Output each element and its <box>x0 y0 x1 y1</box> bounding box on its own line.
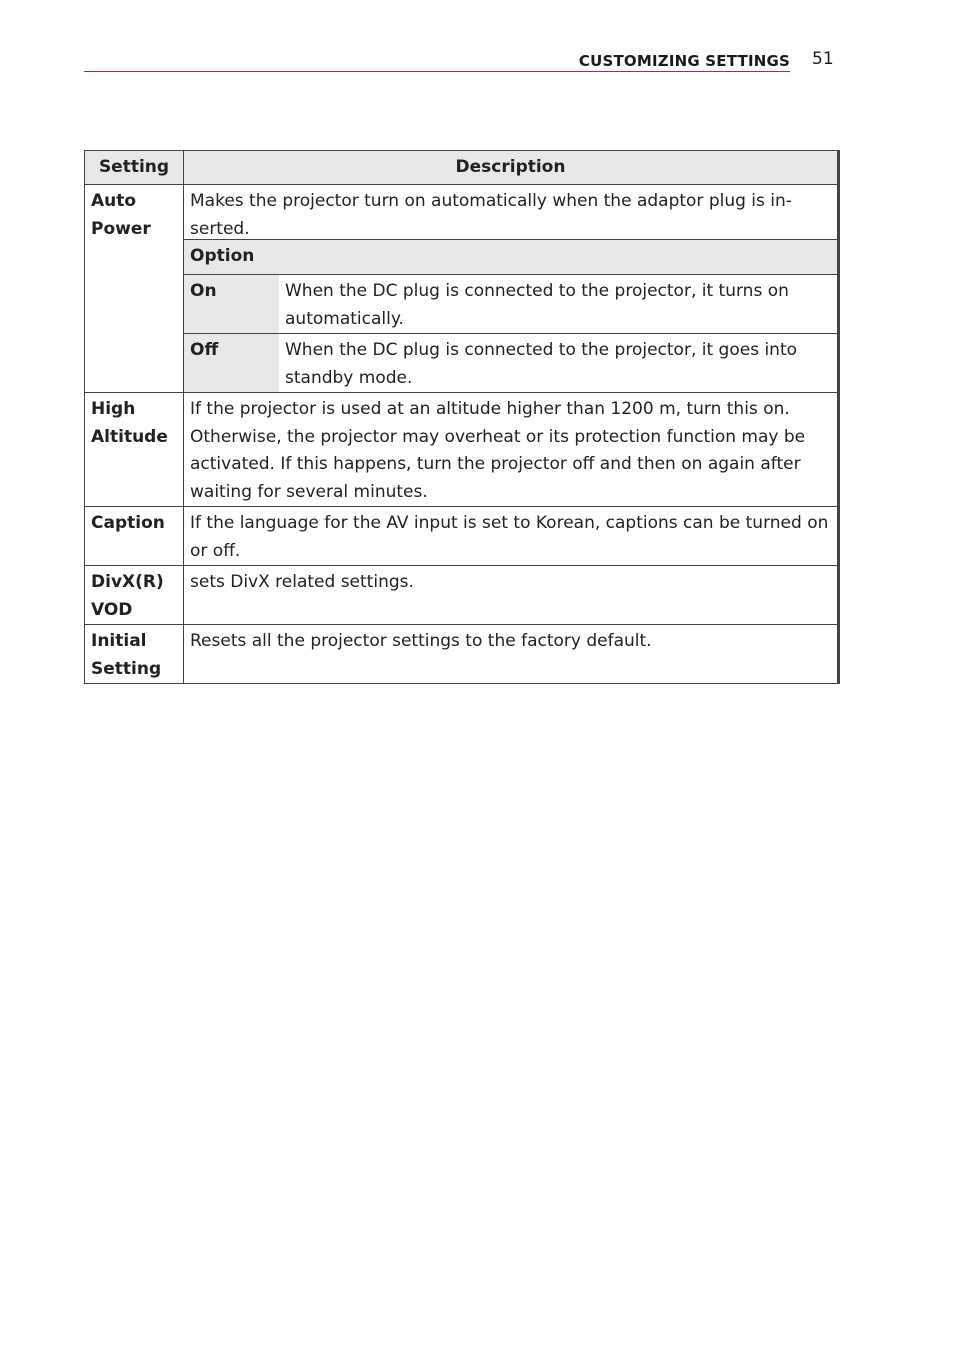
description-high-altitude: If the projector is used at an altitude higher than 1200 m, turn this on. Otherwise, the projector may overheat or its protection function may be activated. If this happens, turn the projector off and then on again after waiting for several minutes. <box>184 393 839 507</box>
option-row-off <box>184 334 837 393</box>
table-row-caption <box>85 507 839 566</box>
table-row-divx <box>85 566 839 625</box>
settings-table <box>84 150 838 684</box>
table-row-initial-setting <box>85 625 839 684</box>
options-table <box>184 239 837 392</box>
header-section-title: CUSTOMIZING SETTINGS <box>578 52 790 70</box>
setting-high-altitude <box>85 393 184 507</box>
table-header-row <box>85 151 839 185</box>
setting-label: Setting <box>91 658 162 679</box>
setting-label: High <box>91 399 136 419</box>
description-initial: Resets all the projector settings to the factory default. <box>184 625 839 684</box>
setting-label: DivX(R) <box>91 572 164 592</box>
description-divx: sets DivX related settings. <box>184 566 839 625</box>
option-name: On <box>184 275 279 334</box>
setting-label: Auto <box>91 191 137 211</box>
setting-label: Power <box>91 218 151 239</box>
description-caption: If the language for the AV input is set to Korean, captions can be turned on or off. <box>184 507 839 566</box>
description-text: Makes the projector turn on automatically when the adaptor plug is in-serted. <box>190 191 792 239</box>
description-auto-power <box>184 185 839 393</box>
page-number: 51 <box>812 49 834 69</box>
option-header: Option <box>184 240 837 275</box>
setting-auto-power <box>85 185 184 393</box>
setting-caption: Caption <box>85 507 184 566</box>
header-setting: Setting <box>85 151 184 185</box>
table-row-auto-power <box>85 185 839 393</box>
option-name: Off <box>184 334 279 393</box>
header-description: Description <box>184 151 839 185</box>
setting-divx <box>85 566 184 625</box>
option-text: When the DC plug is connected to the projector, it goes into standby mode. <box>279 334 837 393</box>
option-text: When the DC plug is connected to the projector, it turns on automatically. <box>279 275 837 334</box>
header-rule <box>84 71 790 72</box>
setting-label: Initial <box>91 631 147 651</box>
setting-initial <box>85 625 184 684</box>
option-header-row <box>184 240 837 275</box>
option-row-on <box>184 275 837 334</box>
setting-label: Altitude <box>91 426 168 447</box>
table-row-high-altitude <box>85 393 839 507</box>
setting-label: VOD <box>91 599 133 620</box>
